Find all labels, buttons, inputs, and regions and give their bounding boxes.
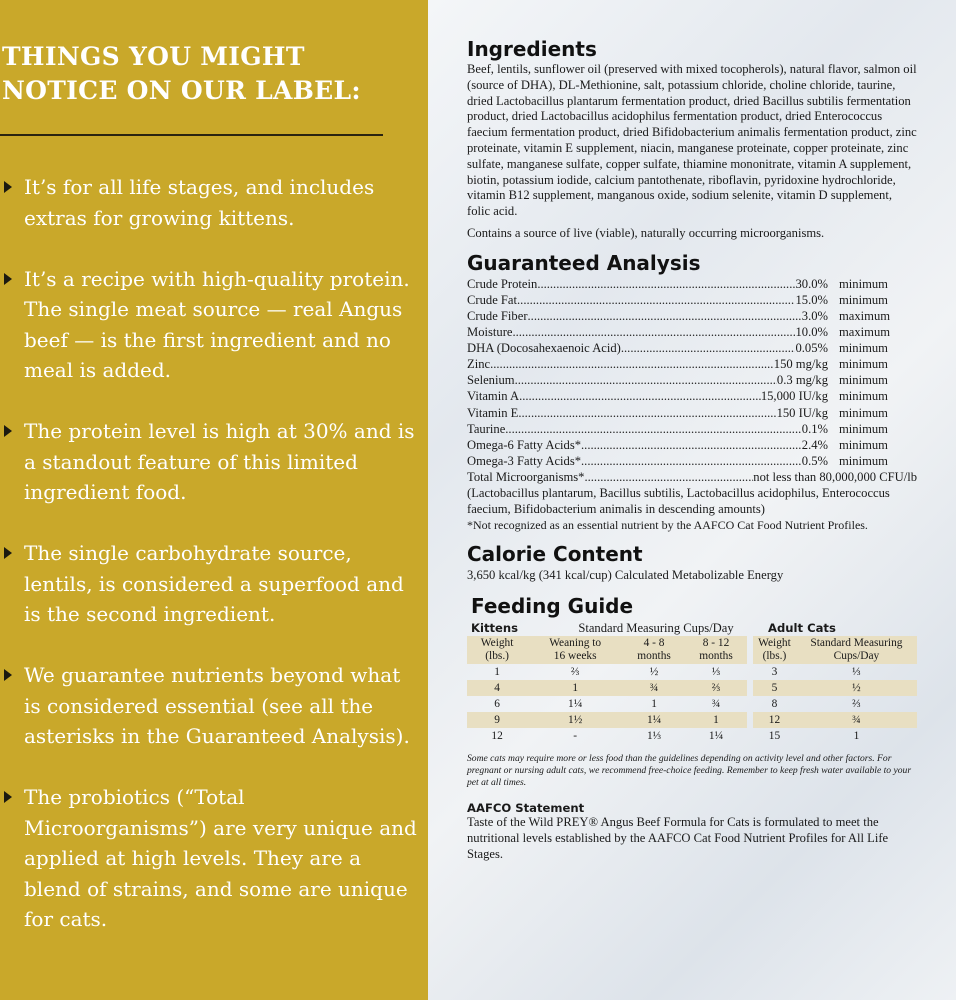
- analysis-unit: minimum: [839, 292, 888, 307]
- highlight-text: It’s a recipe with high-quality protein. The single meat source — real Angus beef — is the first ingredient and no meal is added.: [24, 266, 410, 382]
- analysis-value: 0.05%: [795, 341, 828, 356]
- leader-dots: [621, 340, 796, 356]
- adult-cell: ½: [852, 682, 861, 695]
- analysis-unit: minimum: [839, 453, 888, 468]
- header-line-2: Cups/Day: [833, 650, 880, 663]
- adult-cell: ⅔: [852, 698, 861, 711]
- adult-row: [753, 664, 917, 680]
- probiotic-note: Contains a source of live (viable), naturally occurring microorganisms.: [467, 225, 825, 240]
- analysis-unit: minimum: [839, 276, 888, 291]
- heading-divider: [0, 134, 383, 136]
- analysis-unit: minimum: [839, 421, 888, 436]
- leader-dots: [517, 292, 795, 308]
- analysis-name: Omega-6 Fatty Acids*: [467, 437, 582, 452]
- aafco-title: AAFCO Statement: [467, 801, 585, 816]
- kitten-cell: 6: [494, 698, 500, 711]
- adult-row: [753, 696, 917, 712]
- leader-dots: [528, 308, 802, 324]
- triangle-bullet-icon: [4, 425, 12, 437]
- kitten-cell: 9: [494, 714, 500, 727]
- analysis-unit: minimum: [839, 357, 888, 372]
- header-line-2: (lbs.): [485, 650, 509, 663]
- measure-label: Standard Measuring Cups/Day: [578, 621, 734, 636]
- ingredients-title: Ingredients: [467, 37, 597, 61]
- kittens-label: Kittens: [471, 621, 519, 636]
- feeding-tables: [467, 636, 917, 744]
- analysis-value: 30.0%: [795, 276, 828, 291]
- kitten-column-header: [527, 636, 623, 664]
- highlight-text: It’s for all life stages, and includes extras for growing kittens.: [24, 175, 375, 230]
- analysis-value: 0.1%: [801, 421, 828, 436]
- analysis-row: [467, 324, 917, 340]
- kitten-cell: ¾: [649, 682, 659, 695]
- highlights-panel: [0, 0, 428, 1000]
- analysis-table: [467, 276, 917, 469]
- analysis-row: [467, 292, 917, 308]
- analysis-value: 15,000 IU/kg: [760, 389, 828, 404]
- feeding-disclaimer: Some cats may require more or less food than the guidelines depending on activity level and other factors. For pregnant or nursing adult cats, we recommend free-choice feeding. Remember to keep fresh water available to your pet at all times.: [467, 753, 912, 788]
- feeding-title: Feeding Guide: [471, 594, 634, 619]
- analysis-value: not less than 80,000,000 CFU/lb: [753, 469, 917, 484]
- kitten-cell: 1⅓: [646, 730, 662, 743]
- analysis-unit: maximum: [839, 308, 891, 323]
- highlights-heading: [2, 40, 361, 108]
- kitten-header-row: [467, 636, 747, 664]
- highlight-item: [0, 660, 420, 752]
- analysis-unit: minimum: [839, 405, 888, 420]
- header-line-1: Weight: [758, 637, 791, 650]
- kitten-cell: ⅔: [570, 666, 580, 679]
- leader-dots: [581, 453, 802, 469]
- adult-cell: 8: [771, 698, 778, 711]
- adult-cell: ¾: [852, 714, 861, 727]
- analysis-footnote: *Not recognized as an essential nutrient by the AAFCO Cat Food Nutrient Profiles.: [467, 518, 868, 533]
- kitten-column-header: [623, 636, 685, 664]
- analysis-name: Crude Fiber: [467, 308, 528, 323]
- analysis-name: Crude Fat: [467, 292, 518, 307]
- heading-line-1: THINGS YOU MIGHT: [2, 42, 305, 71]
- leader-dots: [584, 469, 753, 485]
- analysis-name: Vitamin E: [467, 405, 519, 420]
- kitten-cell: 1: [572, 682, 579, 695]
- calorie-title: Calorie Content: [467, 542, 643, 567]
- kitten-cell: 1¼: [568, 698, 583, 711]
- analysis-row: [467, 276, 917, 292]
- analysis-row: [467, 405, 917, 421]
- adult-header-row: [753, 636, 917, 664]
- analysis-title: Guaranteed Analysis: [467, 250, 701, 275]
- adult-column-header: [753, 636, 796, 664]
- kitten-column-header: [467, 636, 527, 664]
- adult-cell: 5: [771, 682, 778, 695]
- adult-row: [753, 728, 917, 744]
- adult-row: [753, 680, 917, 696]
- header-line-2: 16 weeks: [553, 650, 597, 663]
- kitten-cell: ¾: [711, 698, 721, 711]
- kitten-cell: 1: [651, 698, 657, 711]
- kitten-table: [467, 636, 747, 744]
- header-line-1: 8 - 12: [702, 637, 730, 650]
- adult-cell: ⅓: [852, 666, 861, 679]
- analysis-name: DHA (Docosahexaenoic Acid): [467, 341, 621, 356]
- analysis-row: [467, 453, 917, 469]
- adult-cats-label: Adult Cats: [768, 621, 836, 636]
- analysis-value: 2.4%: [801, 437, 828, 452]
- calorie-text: 3,650 kcal/kg (341 kcal/cup) Calculated Metabolizable Energy: [467, 568, 784, 583]
- analysis-row: [467, 356, 917, 372]
- kitten-cell: 12: [491, 730, 503, 743]
- highlight-item: [0, 416, 420, 508]
- analysis-unit: minimum: [839, 437, 888, 452]
- aafco-text: Taste of the Wild PREY® Angus Beef Formula for Cats is formulated to meet the nutritional levels established by the AAFCO Cat Food Nutrient Profiles for All Life Stages.: [467, 815, 889, 861]
- kitten-cell: 1: [713, 714, 719, 727]
- leader-dots: [512, 324, 795, 340]
- analysis-row: [467, 388, 917, 404]
- leader-dots: [490, 356, 774, 372]
- leader-dots: [581, 437, 802, 453]
- analysis-value: 150 mg/kg: [773, 357, 828, 372]
- kitten-row: [467, 680, 747, 696]
- kitten-column-header: [685, 636, 747, 664]
- kitten-cell: 1: [494, 666, 500, 679]
- adult-column-header: [796, 636, 917, 664]
- heading-line-2: NOTICE ON OUR LABEL:: [2, 76, 361, 105]
- kitten-cell: ⅔: [711, 682, 721, 695]
- kitten-row: [467, 696, 747, 712]
- adult-table: [753, 636, 917, 744]
- triangle-bullet-icon: [4, 547, 12, 559]
- highlight-item: [0, 264, 420, 386]
- adult-cell: 15: [768, 730, 781, 743]
- label-panel: [428, 0, 956, 1000]
- triangle-bullet-icon: [4, 181, 12, 193]
- leader-dots: [518, 405, 776, 421]
- leader-dots: [515, 372, 777, 388]
- ingredients-text: Beef, lentils, sunflower oil (preserved with mixed tocopherols), natural flavor, salmon oil (source of DHA), DL-Methionine, salt, potassium chloride, choline chloride, taurine, dried Lactobacillus plantarum fermentation product, dried Bacillus subtilis fermentation product, dried Lactobacillus acidophilus fermentation product, dried Enterococcus faecium fermentation product, dried Bifidobacterium animalis fermentation product, zinc proteinate, vitamin E supplement, niacin, manganese proteinate, copper proteinate, zinc sulfate, manganese sulfate, copper sulfate, thiamine mononitrate, vitamin A supplement, biotin, potassium iodide, calcium pantothenate, riboflavin, pyridoxine hydrochloride, vitamin B12 supplement, manganous oxide, sodium selenite, vitamin D supplement, folic acid.: [467, 62, 917, 219]
- analysis-value: 3.0%: [801, 308, 828, 323]
- feeding-group-headers: [467, 620, 917, 636]
- triangle-bullet-icon: [4, 669, 12, 681]
- analysis-row: [467, 437, 917, 453]
- adult-cell: 3: [771, 666, 778, 679]
- highlight-item: [0, 538, 420, 630]
- header-line-1: Weaning to: [549, 637, 602, 650]
- analysis-unit: minimum: [839, 373, 888, 388]
- label-content: [467, 36, 917, 863]
- analysis-value: 15.0%: [795, 292, 828, 307]
- analysis-value: 0.3 mg/kg: [776, 373, 828, 388]
- kitten-cell: ½: [649, 666, 659, 679]
- highlight-item: [0, 172, 420, 233]
- leader-dots: [537, 276, 795, 292]
- analysis-name: Zinc: [467, 357, 491, 372]
- analysis-value: 10.0%: [795, 325, 828, 340]
- kitten-row: [467, 712, 747, 728]
- analysis-name: Vitamin A: [467, 389, 520, 404]
- highlight-text: The single carbohydrate source, lentils, is considered a superfood and is the second ingredient.: [24, 541, 404, 626]
- analysis-row: [467, 308, 917, 324]
- kitten-cell: 1¼: [646, 714, 662, 727]
- header-line-1: 4 - 8: [643, 637, 665, 650]
- analysis-row: [467, 421, 917, 437]
- analysis-name: Selenium: [467, 373, 515, 388]
- microorganism-strains: (Lactobacillus plantarum, Bacillus subtilis, Lactobacillus acidophilus, Enterococcus faecium, Bifidobacterium animalis in descending amounts): [467, 485, 890, 517]
- kitten-row: [467, 664, 747, 680]
- triangle-bullet-icon: [4, 273, 12, 285]
- adult-cell: 12: [768, 714, 781, 727]
- analysis-unit: minimum: [839, 389, 888, 404]
- kitten-cell: -: [573, 730, 578, 743]
- analysis-name: Moisture: [467, 325, 513, 340]
- highlight-text: The protein level is high at 30% and is a standout feature of this limited ingredient food.: [24, 419, 415, 504]
- leader-dots: [505, 421, 801, 437]
- highlight-text: The probiotics (“Total Microorganisms”) are very unique and applied at high levels. They are a blend of strains, and some are unique for cats.: [24, 785, 417, 931]
- analysis-row: [467, 340, 917, 356]
- analysis-name: Crude Protein: [467, 276, 538, 291]
- header-line-1: Standard Measuring: [810, 637, 903, 650]
- analysis-row-microorganisms: [467, 469, 917, 485]
- header-line-1: Weight: [480, 637, 514, 650]
- highlight-item: [0, 782, 420, 935]
- kitten-cell: ⅓: [711, 666, 721, 679]
- analysis-name: Total Microorganisms*: [467, 469, 585, 484]
- analysis-unit: minimum: [839, 341, 888, 356]
- analysis-unit: maximum: [839, 325, 891, 340]
- analysis-value: 0.5%: [801, 453, 828, 468]
- highlight-text: We guarantee nutrients beyond what is considered essential (see all the asterisks in the Guaranteed Analysis).: [24, 663, 410, 748]
- triangle-bullet-icon: [4, 791, 12, 803]
- feeding-guide: [467, 593, 917, 744]
- kitten-cell: 1¼: [708, 730, 724, 743]
- header-line-2: (lbs.): [762, 650, 787, 663]
- kitten-row: [467, 728, 747, 744]
- leader-dots: [519, 388, 761, 404]
- adult-row: [753, 712, 917, 728]
- kitten-cell: 1½: [568, 714, 583, 727]
- header-line-2: months: [637, 650, 671, 663]
- kitten-cell: 4: [494, 682, 500, 695]
- highlights-list: [0, 172, 420, 965]
- analysis-name: Taurine: [467, 421, 506, 436]
- adult-cell: 1: [853, 730, 860, 743]
- header-line-2: months: [699, 650, 733, 663]
- analysis-row: [467, 372, 917, 388]
- analysis-name: Omega-3 Fatty Acids*: [467, 453, 582, 468]
- analysis-value: 150 IU/kg: [776, 405, 828, 420]
